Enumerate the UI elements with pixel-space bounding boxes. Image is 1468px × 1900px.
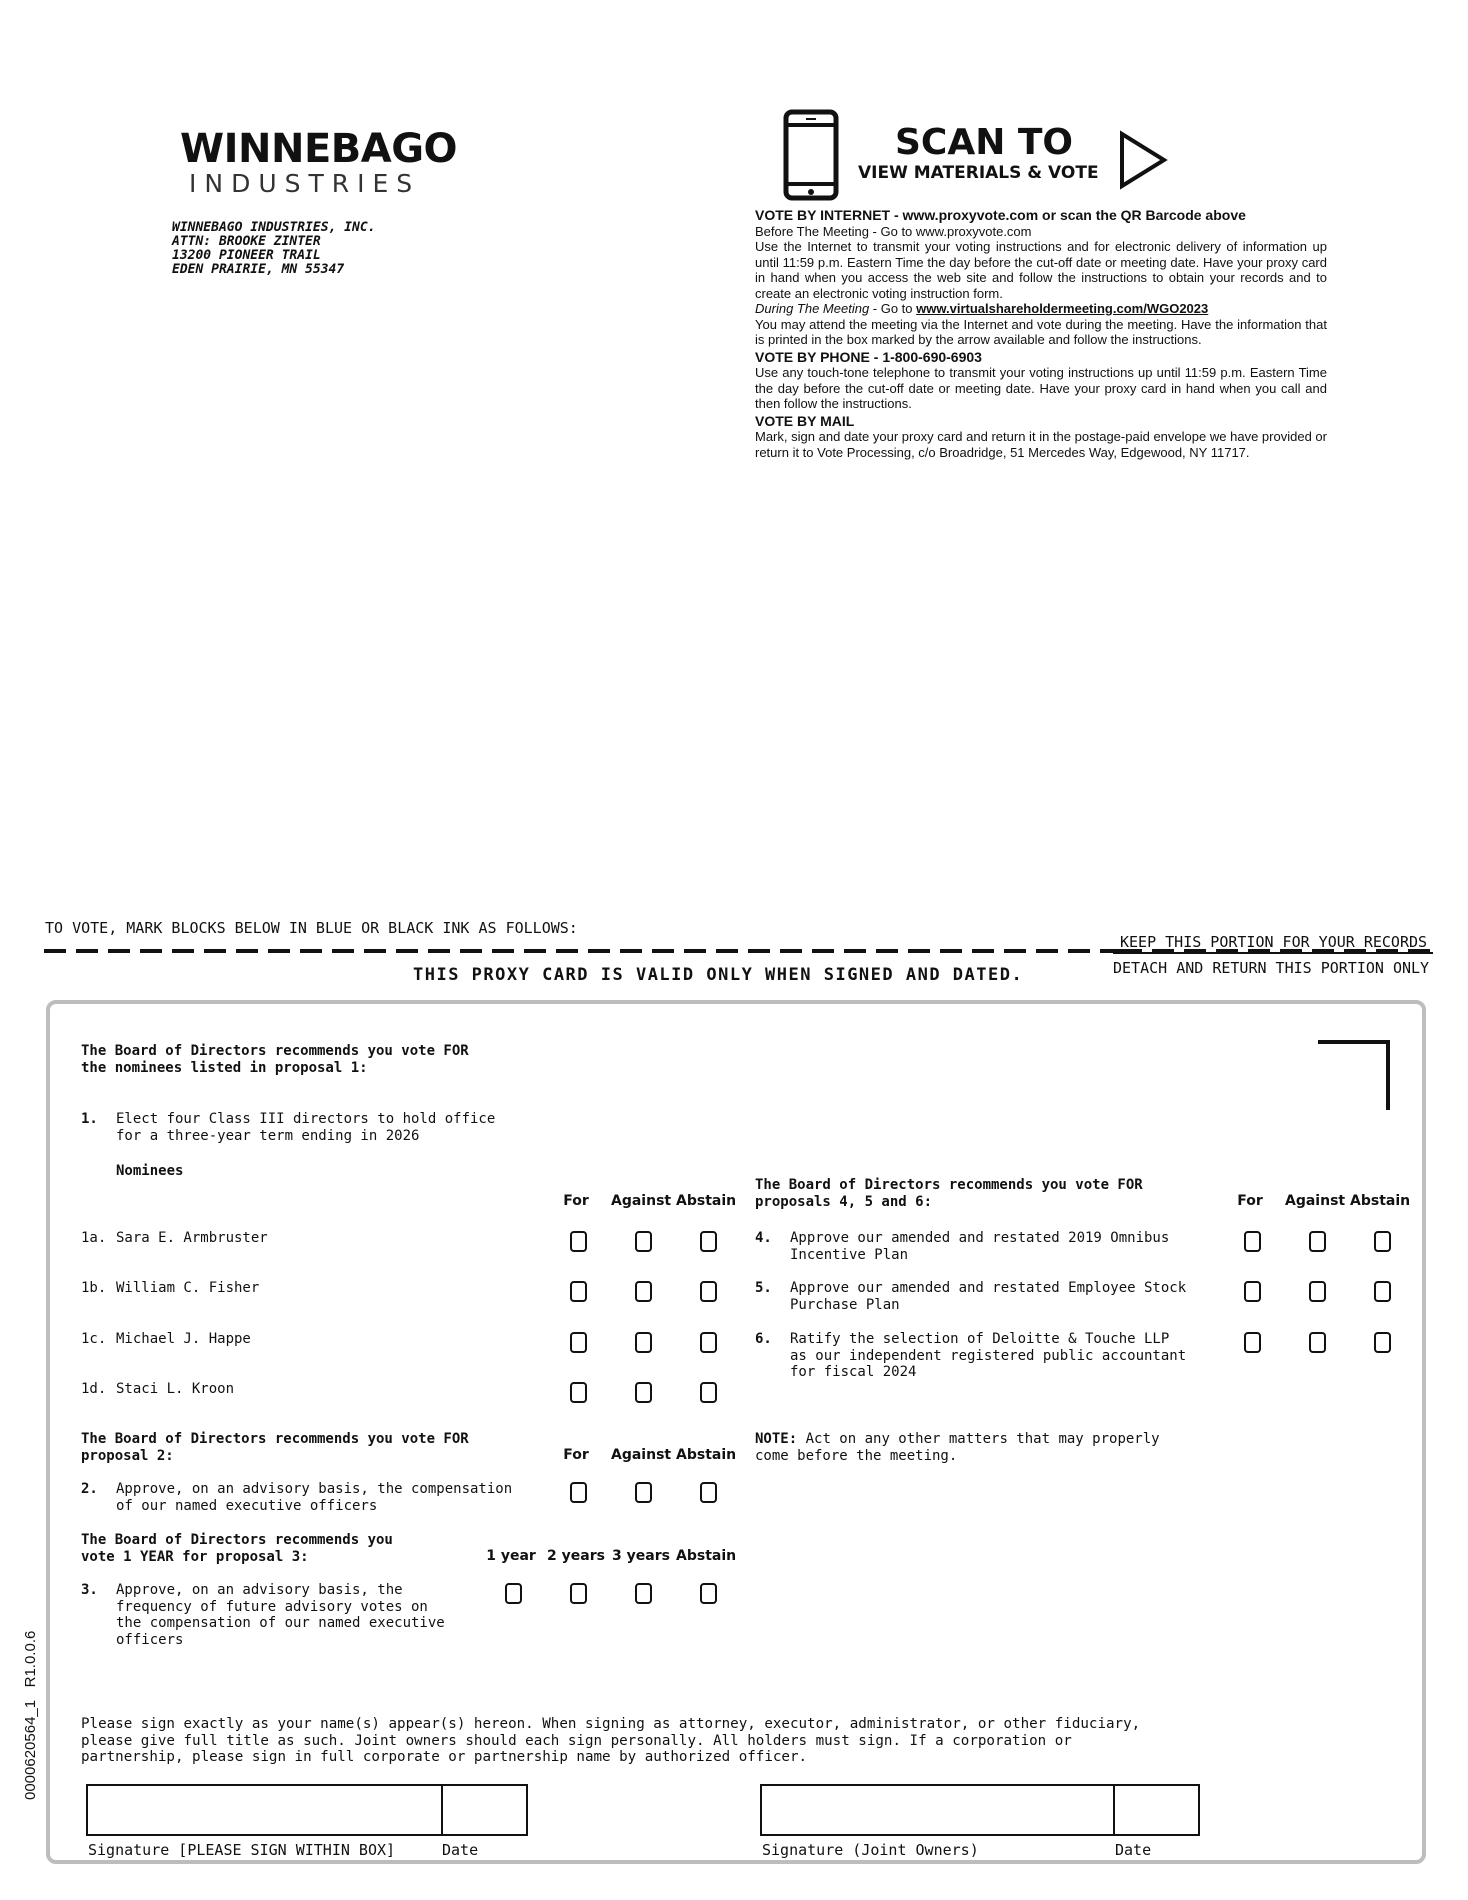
sign-instructions: Please sign exactly as your name(s) appear(s) hereon. When signing as attorney, executor, administrator, or other fiduciary, please give full title as such. Joint owners should each sign personally. All holders must sign. If a corporation or partnership, please sign in full corporate or partnership name by authorized officer. xyxy=(81,1716,1141,1765)
detach-dash xyxy=(876,949,898,953)
nominee-1b-for-checkbox[interactable] xyxy=(570,1281,587,1302)
p3-2years-checkbox[interactable] xyxy=(570,1583,587,1604)
nominee-1d-against-checkbox[interactable] xyxy=(635,1382,652,1403)
p2-abstain-checkbox[interactable] xyxy=(700,1482,717,1503)
col-against: Against xyxy=(611,1193,672,1209)
p5-against-checkbox[interactable] xyxy=(1309,1281,1326,1302)
nominee-1a-abstain-checkbox[interactable] xyxy=(700,1231,717,1252)
joint-date-label: Date xyxy=(1115,1841,1152,1859)
detach-dash xyxy=(44,949,66,953)
p6-text: Ratify the selection of Deloitte & Touche LLP as our independent registered public accountant for fiscal 2024 xyxy=(790,1331,1187,1380)
detach-dash xyxy=(172,949,194,953)
detach-dash xyxy=(492,949,514,953)
keep-portion-label: KEEP THIS PORTION FOR YOUR RECORDS xyxy=(1120,933,1428,951)
nominee-name: William C. Fisher xyxy=(116,1280,260,1296)
nominee-1d-abstain-checkbox[interactable] xyxy=(700,1382,717,1403)
p4-for-checkbox[interactable] xyxy=(1244,1231,1261,1252)
arrow-right-icon xyxy=(1118,130,1170,190)
p2-recommendation: The Board of Directors recommends you vote FOR proposal 2: xyxy=(81,1431,469,1464)
detach-dash xyxy=(236,949,258,953)
detach-dash xyxy=(332,949,354,953)
detach-dash xyxy=(300,949,322,953)
detach-dash xyxy=(428,949,450,953)
nominee-name: Sara E. Armbruster xyxy=(116,1230,268,1246)
nominee-1b-against-checkbox[interactable] xyxy=(635,1281,652,1302)
p5-number: 5. xyxy=(755,1280,772,1296)
p5-for-checkbox[interactable] xyxy=(1244,1281,1261,1302)
keep-divider xyxy=(1113,952,1433,954)
p6-against-checkbox[interactable] xyxy=(1309,1332,1326,1353)
p6-for-checkbox[interactable] xyxy=(1244,1332,1261,1353)
col-abstain: Abstain xyxy=(1350,1193,1411,1209)
p3-abstain-checkbox[interactable] xyxy=(700,1583,717,1604)
p1-text: Elect four Class III directors to hold office for a three-year term ending in 2026 xyxy=(116,1111,496,1144)
detach-dash xyxy=(1036,949,1058,953)
corner-mark xyxy=(1318,1040,1390,1110)
detach-dash xyxy=(812,949,834,953)
nominee-1a-for-checkbox[interactable] xyxy=(570,1231,587,1252)
detach-dash xyxy=(364,949,386,953)
nominee-1d-for-checkbox[interactable] xyxy=(570,1382,587,1403)
virtual-meeting-link[interactable]: www.virtualshareholdermeeting.com/WGO2023 xyxy=(916,301,1209,316)
p3-number: 3. xyxy=(81,1582,98,1598)
p1-number: 1. xyxy=(81,1111,98,1127)
col-abstain: Abstain xyxy=(676,1193,737,1209)
company-logo-line2: INDUSTRIES xyxy=(189,169,421,198)
detach-dash xyxy=(684,949,706,953)
company-logo-line1: WINNEBAGO xyxy=(180,126,458,172)
detach-dash xyxy=(76,949,98,953)
signature-label: Signature [PLEASE SIGN WITHIN BOX] xyxy=(88,1841,396,1859)
p2-number: 2. xyxy=(81,1481,98,1497)
voting-instructions: VOTE BY INTERNET - www.proxyvote.com or scan the QR Barcode above Before The Meeting - Go to www.proxyvote.com Use the Internet to transmit your voting instructions and for electronic delivery of information up until 11:59 p.m. Eastern Time the day before the cut-off date or meeting date. Have your proxy card in hand when you access the web site and follow the instructions to obtain your records and to create an electronic voting instruction form. During The Meeting - Go to www.virtualshareholdermeeting.com/WGO2023 You may attend the meeting via the Internet and vote during the meeting. Have the information that is printed in the box marked by the arrow available and follow the instructions. VOTE BY PHONE - 1-800-690-6903 Use any touch-tone telephone to transmit your voting instructions up until 11:59 p.m. Eastern Time the day before the cut-off date or meeting date. Have your proxy card in hand when you call and then follow the instructions. VOTE BY MAIL Mark, sign and date your proxy card and return it in the postage-paid envelope we have provided or return it to Vote Processing, c/o Broadridge, 51 Mercedes Way, Edgewood, NY 11717. xyxy=(755,207,1327,460)
p3-1year-checkbox[interactable] xyxy=(505,1583,522,1604)
nominee-1b-abstain-checkbox[interactable] xyxy=(700,1281,717,1302)
detach-dash xyxy=(1004,949,1026,953)
nominee-id: 1a. xyxy=(81,1230,107,1246)
p2-text: Approve, on an advisory basis, the compensation of our named executive officers xyxy=(116,1481,513,1514)
detach-dash xyxy=(1068,949,1090,953)
col-for: For xyxy=(563,1447,589,1463)
col-abstain: Abstain xyxy=(676,1447,737,1463)
detach-dash xyxy=(268,949,290,953)
detach-dash xyxy=(396,949,418,953)
p2-for-checkbox[interactable] xyxy=(570,1482,587,1503)
p3-3years-checkbox[interactable] xyxy=(635,1583,652,1604)
joint-signature-box[interactable] xyxy=(760,1784,1200,1836)
detach-dash xyxy=(940,949,962,953)
col-against: Against xyxy=(611,1447,672,1463)
detach-dash xyxy=(108,949,130,953)
col-for: For xyxy=(1237,1193,1263,1209)
date-label: Date xyxy=(442,1841,479,1859)
detach-dash xyxy=(524,949,546,953)
signature-date-divider xyxy=(441,1784,443,1836)
nominees-label: Nominees xyxy=(116,1163,184,1179)
scan-subtitle: VIEW MATERIALS & VOTE xyxy=(858,163,1099,183)
p6-abstain-checkbox[interactable] xyxy=(1374,1332,1391,1353)
col-1year: 1 year xyxy=(486,1548,536,1564)
joint-date-divider xyxy=(1113,1784,1115,1836)
p5-abstain-checkbox[interactable] xyxy=(1374,1281,1391,1302)
valid-notice: THIS PROXY CARD IS VALID ONLY WHEN SIGNED AND DATED. xyxy=(413,965,1024,985)
col-2years: 2 years xyxy=(547,1548,605,1564)
detach-dash xyxy=(204,949,226,953)
note: NOTE: Act on any other matters that may properly come before the meeting. xyxy=(755,1431,1160,1464)
col-for: For xyxy=(563,1193,589,1209)
signature-box[interactable] xyxy=(86,1784,528,1836)
p4-against-checkbox[interactable] xyxy=(1309,1231,1326,1252)
detach-dash xyxy=(140,949,162,953)
nominee-1c-abstain-checkbox[interactable] xyxy=(700,1332,717,1353)
detach-dash xyxy=(716,949,738,953)
p2-against-checkbox[interactable] xyxy=(635,1482,652,1503)
nominee-id: 1b. xyxy=(81,1280,107,1296)
ink-instructions: TO VOTE, MARK BLOCKS BELOW IN BLUE OR BLACK INK AS FOLLOWS: xyxy=(45,919,578,937)
col-abstain: Abstain xyxy=(676,1548,737,1564)
detach-dash xyxy=(908,949,930,953)
p456-recommendation: The Board of Directors recommends you vote FOR proposals 4, 5 and 6: xyxy=(755,1177,1143,1210)
nominee-id: 1c. xyxy=(81,1331,107,1347)
detach-portion-label: DETACH AND RETURN THIS PORTION ONLY xyxy=(1113,959,1430,977)
p3-recommendation: The Board of Directors recommends you vote 1 YEAR for proposal 3: xyxy=(81,1532,393,1565)
p1-recommendation: The Board of Directors recommends you vote FOR the nominees listed in proposal 1: xyxy=(81,1043,469,1076)
p3-text: Approve, on an advisory basis, the frequency of future advisory votes on the compensation of our named executive officers xyxy=(116,1582,445,1648)
nominee-name: Staci L. Kroon xyxy=(116,1381,235,1397)
detach-dash xyxy=(972,949,994,953)
p6-number: 6. xyxy=(755,1331,772,1347)
detach-dash xyxy=(844,949,866,953)
detach-dash xyxy=(620,949,642,953)
nominee-1c-for-checkbox[interactable] xyxy=(570,1332,587,1353)
scan-title: SCAN TO xyxy=(895,122,1074,163)
detach-dash xyxy=(780,949,802,953)
p4-abstain-checkbox[interactable] xyxy=(1374,1231,1391,1252)
detach-dash xyxy=(588,949,610,953)
nominee-1a-against-checkbox[interactable] xyxy=(635,1231,652,1252)
phone-icon xyxy=(783,109,839,201)
detach-dash xyxy=(748,949,770,953)
nominee-name: Michael J. Happe xyxy=(116,1331,251,1347)
p4-text: Approve our amended and restated 2019 Omnibus Incentive Plan xyxy=(790,1230,1170,1263)
joint-signature-label: Signature (Joint Owners) xyxy=(762,1841,979,1859)
document-code: 0000620564_1 R1.0.0.6 xyxy=(22,1630,39,1800)
p4-number: 4. xyxy=(755,1230,772,1246)
col-3years: 3 years xyxy=(612,1548,670,1564)
detach-dash xyxy=(556,949,578,953)
nominee-id: 1d. xyxy=(81,1381,107,1397)
mailing-address: WINNEBAGO INDUSTRIES, INC. ATTN: BROOKE ZINTER 13200 PIONEER TRAIL EDEN PRAIRIE, MN 55347 xyxy=(172,220,376,277)
nominee-1c-against-checkbox[interactable] xyxy=(635,1332,652,1353)
col-against: Against xyxy=(1285,1193,1346,1209)
detach-dash xyxy=(460,949,482,953)
detach-dash xyxy=(652,949,674,953)
p5-text: Approve our amended and restated Employee Stock Purchase Plan xyxy=(790,1280,1187,1313)
